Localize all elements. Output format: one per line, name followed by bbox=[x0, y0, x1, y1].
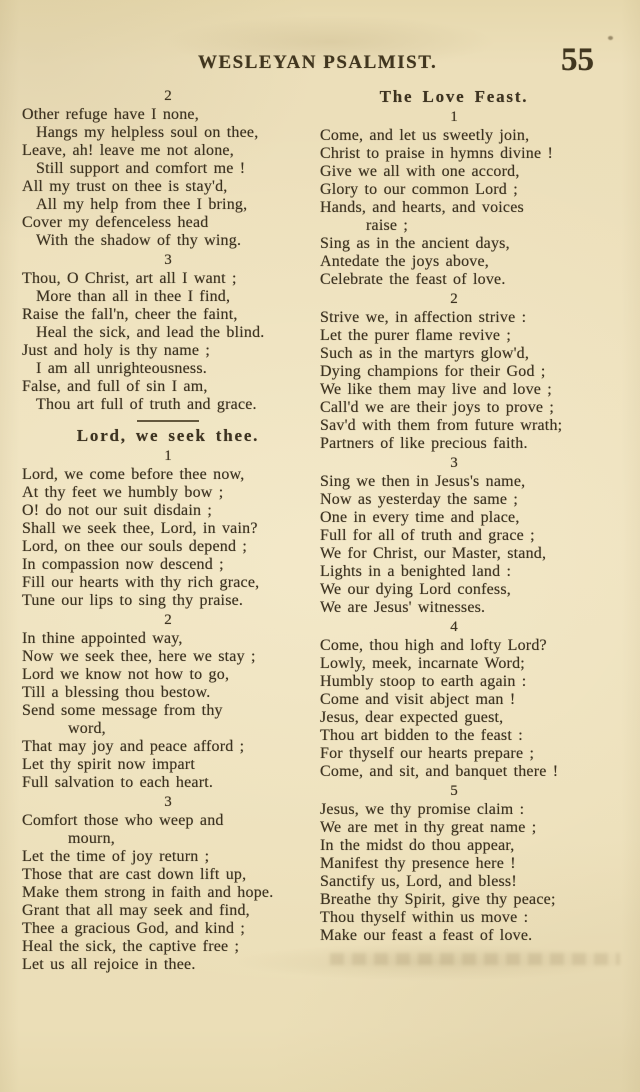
text-columns bbox=[0, 86, 640, 974]
verse-line: Full salvation to each heart. bbox=[22, 774, 214, 791]
verse-line: Hangs my helpless soul on thee, bbox=[36, 124, 259, 141]
verse-line: False, and full of sin I am, bbox=[22, 378, 208, 395]
verse-line: Come, and sit, and banquet there ! bbox=[320, 763, 559, 780]
verse-line: Such as in the martyrs glow'd, bbox=[320, 345, 530, 362]
verse-line: Just and holy is thy name ; bbox=[22, 342, 211, 359]
verse-line: Antedate the joys above, bbox=[320, 253, 489, 270]
verse-line: Thou art full of truth and grace. bbox=[36, 396, 257, 413]
verse-line: Cover my defenceless head bbox=[22, 214, 209, 231]
verse-line: Hands, and hearts, and voices bbox=[320, 199, 524, 216]
verse-line: For thyself our hearts prepare ; bbox=[320, 745, 535, 762]
hymn-title: Lord, we seek thee. bbox=[76, 426, 260, 445]
verse-stanza bbox=[22, 270, 314, 414]
right-column bbox=[320, 86, 636, 974]
verse-line: Partners of like precious faith. bbox=[320, 435, 528, 452]
verse-line: Jesus, dear expected guest, bbox=[320, 709, 504, 726]
verse-line: Send some message from thy bbox=[22, 702, 223, 719]
verse-line: With the shadow of thy wing. bbox=[36, 232, 242, 249]
verse-line: Those that are cast down lift up, bbox=[22, 866, 247, 883]
verse-number: 4 bbox=[450, 619, 458, 635]
verse-line: Shall we seek thee, Lord, in vain? bbox=[22, 520, 258, 537]
verse-line: All my trust on thee is stay'd, bbox=[22, 178, 228, 195]
verse-line: Now as yesterday the same ; bbox=[320, 491, 519, 508]
verse-line: mourn, bbox=[68, 830, 115, 847]
verse-line: Sav'd with them from future wrath; bbox=[320, 417, 563, 434]
verse-line: At thy feet we humbly bow ; bbox=[22, 484, 224, 501]
verse-line: That may joy and peace afford ; bbox=[22, 738, 245, 755]
verse-line: Grant that all may seek and find, bbox=[22, 902, 250, 919]
verse-stanza bbox=[22, 106, 314, 250]
verse-number: 1 bbox=[450, 109, 458, 125]
verse-line: Strive we, in affection strive : bbox=[320, 309, 527, 326]
verse-line: raise ; bbox=[366, 217, 409, 234]
verse-line: Lord we know not how to go, bbox=[22, 666, 230, 683]
verse-line: We our dying Lord confess, bbox=[320, 581, 511, 598]
verse-number: 2 bbox=[164, 88, 172, 104]
verse-line: In compassion now descend ; bbox=[22, 556, 224, 573]
verse-line: In the midst do thou appear, bbox=[320, 837, 515, 854]
verse-line: Lord, we come before thee now, bbox=[22, 466, 245, 483]
verse-line: Sanctify us, Lord, and bless! bbox=[320, 873, 517, 890]
verse-line: Christ to praise in hymns divine ! bbox=[320, 145, 554, 162]
hymn-title: The Love Feast. bbox=[379, 87, 529, 106]
verse-line: Thou, O Christ, art all I want ; bbox=[22, 270, 237, 287]
verse-line: Till a blessing thou bestow. bbox=[22, 684, 211, 701]
verse-line: We are met in thy great name ; bbox=[320, 819, 537, 836]
verse-stanza bbox=[320, 473, 636, 617]
verse-number: 1 bbox=[164, 448, 172, 464]
verse-line: word, bbox=[68, 720, 106, 737]
running-header bbox=[0, 42, 640, 88]
verse-stanza bbox=[320, 637, 636, 781]
book-title-header: WESLEYAN PSALMIST. bbox=[197, 52, 438, 73]
verse-line: Lights in a benighted land : bbox=[320, 563, 512, 580]
verse-number: 3 bbox=[164, 252, 172, 268]
verse-line: Glory to our common Lord ; bbox=[320, 181, 518, 198]
verse-line: One in every time and place, bbox=[320, 509, 520, 526]
verse-line: Thee a gracious God, and kind ; bbox=[22, 920, 246, 937]
verse-line: Thou art bidden to the feast : bbox=[320, 727, 523, 744]
verse-line: Lord, on thee our souls depend ; bbox=[22, 538, 248, 555]
verse-line: Make our feast a feast of love. bbox=[320, 927, 533, 944]
verse-line: Full for all of truth and grace ; bbox=[320, 527, 535, 544]
verse-line: More than all in thee I find, bbox=[36, 288, 231, 305]
verse-number: 2 bbox=[164, 612, 172, 628]
verse-line: Heal the sick, and lead the blind. bbox=[36, 324, 265, 341]
verse-line: Come, and let us sweetly join, bbox=[320, 127, 530, 144]
verse-line: Lowly, meek, incarnate Word; bbox=[320, 655, 525, 672]
verse-line: Comfort those who weep and bbox=[22, 812, 224, 829]
verse-line: Let thy spirit now impart bbox=[22, 756, 195, 773]
verse-stanza bbox=[22, 466, 314, 610]
verse-stanza bbox=[22, 630, 314, 792]
verse-number: 5 bbox=[450, 783, 458, 799]
verse-line: We for Christ, our Master, stand, bbox=[320, 545, 547, 562]
verse-line: Call'd we are their joys to prove ; bbox=[320, 399, 555, 416]
verse-number: 3 bbox=[164, 794, 172, 810]
verse-line: Leave, ah! leave me not alone, bbox=[22, 142, 234, 159]
verse-line: In thine appointed way, bbox=[22, 630, 183, 647]
verse-line: Manifest thy presence here ! bbox=[320, 855, 516, 872]
verse-number: 3 bbox=[450, 455, 458, 471]
verse-line: Raise the fall'n, cheer the faint, bbox=[22, 306, 238, 323]
verse-line: Humbly stoop to earth again : bbox=[320, 673, 527, 690]
verse-line: I am all unrighteousness. bbox=[36, 360, 207, 377]
left-column bbox=[22, 86, 314, 974]
verse-line: All my help from thee I bring, bbox=[36, 196, 248, 213]
verse-line: Give we all with one accord, bbox=[320, 163, 520, 180]
verse-line: We like them may live and love ; bbox=[320, 381, 552, 398]
verse-stanza bbox=[320, 127, 636, 289]
verse-stanza bbox=[320, 801, 636, 945]
verse-line: Make them strong in faith and hope. bbox=[22, 884, 274, 901]
verse-line: Sing as in the ancient days, bbox=[320, 235, 510, 252]
verse-line: O! do not our suit disdain ; bbox=[22, 502, 213, 519]
page-number: 55 bbox=[561, 42, 594, 78]
verse-line: Come, thou high and lofty Lord? bbox=[320, 637, 547, 654]
verse-line: Jesus, we thy promise claim : bbox=[320, 801, 525, 818]
verse-line: Fill our hearts with thy rich grace, bbox=[22, 574, 260, 591]
verse-line: Let the time of joy return ; bbox=[22, 848, 210, 865]
verse-line: Dying champions for their God ; bbox=[320, 363, 546, 380]
verse-line: We are Jesus' witnesses. bbox=[320, 599, 486, 616]
verse-number: 2 bbox=[450, 291, 458, 307]
verse-line: Now we seek thee, here we stay ; bbox=[22, 648, 256, 665]
verse-line: Still support and comfort me ! bbox=[36, 160, 246, 177]
verse-line: Sing we then in Jesus's name, bbox=[320, 473, 526, 490]
verse-line: Come and visit abject man ! bbox=[320, 691, 516, 708]
verse-line: Celebrate the feast of love. bbox=[320, 271, 506, 288]
verse-line: Thou thyself within us move : bbox=[320, 909, 529, 926]
section-divider bbox=[137, 420, 199, 422]
verse-line: Let us all rejoice in thee. bbox=[22, 956, 196, 973]
verse-line: Tune our lips to sing thy praise. bbox=[22, 592, 244, 609]
verse-line: Breathe thy Spirit, give thy peace; bbox=[320, 891, 556, 908]
verse-stanza bbox=[320, 309, 636, 453]
verse-line: Let the purer flame revive ; bbox=[320, 327, 512, 344]
verse-line: Heal the sick, the captive free ; bbox=[22, 938, 240, 955]
verse-stanza bbox=[22, 812, 314, 974]
verse-line: Other refuge have I none, bbox=[22, 106, 199, 123]
